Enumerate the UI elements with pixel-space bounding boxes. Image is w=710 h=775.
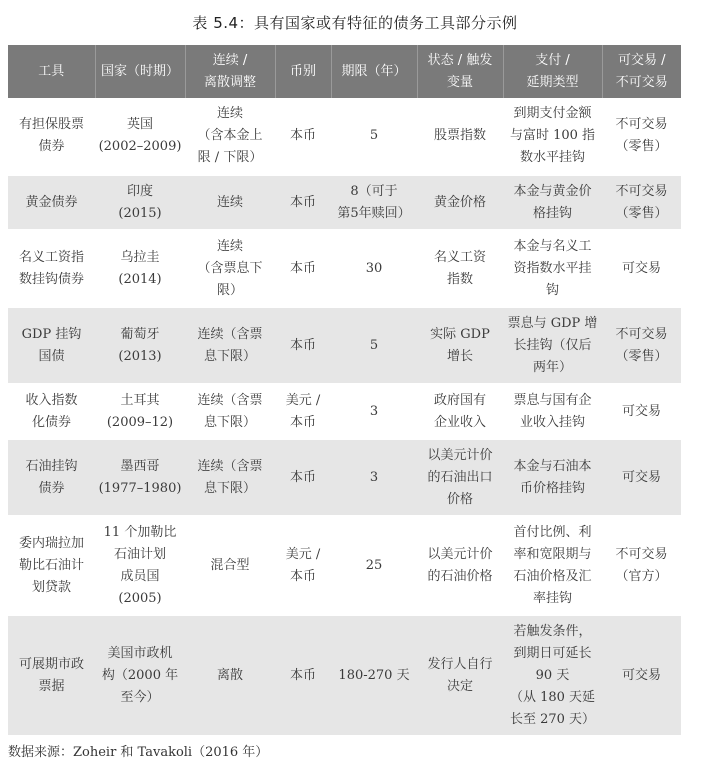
cell-currency: 本币 xyxy=(275,307,331,384)
cell-adjustment: 连续（含票 息下限） xyxy=(185,439,275,516)
header-country-period: 国家（时期） xyxy=(95,45,185,98)
cell-instrument: 石油挂钩 债券 xyxy=(8,439,95,516)
cell-instrument: 有担保股票 债券 xyxy=(8,98,95,175)
table-title: 表 5.4：具有国家或有特征的债务工具部分示例 xyxy=(192,14,518,32)
cell-currency: 本币 xyxy=(275,98,331,175)
cell-country-period: 印度 (2015) xyxy=(95,175,185,230)
cell-country-period: 墨西哥 (1977–1980) xyxy=(95,439,185,516)
header-adjustment: 连续 / 离散调整 xyxy=(185,45,275,98)
cell-trigger: 发行人自行 决定 xyxy=(417,615,503,736)
cell-currency: 美元 / 本币 xyxy=(275,384,331,439)
cell-adjustment: 连续 xyxy=(185,175,275,230)
cell-instrument: 黄金债券 xyxy=(8,175,95,230)
cell-trigger: 政府国有 企业收入 xyxy=(417,384,503,439)
cell-payment-type: 本金与黄金价 格挂钩 xyxy=(503,175,602,230)
cell-currency: 本币 xyxy=(275,439,331,516)
cell-adjustment: 连续（含票 息下限） xyxy=(185,384,275,439)
table-row xyxy=(8,439,681,516)
cell-payment-type: 到期支付金额 与富时 100 指 数水平挂钩 xyxy=(503,98,602,175)
cell-maturity: 5 xyxy=(331,307,417,384)
cell-tradability: 可交易 xyxy=(602,384,681,439)
cell-adjustment: 连续 （含本金上 限 / 下限） xyxy=(185,98,275,175)
header-trigger: 状态 / 触发 变量 xyxy=(417,45,503,98)
table-row xyxy=(8,230,681,307)
cell-currency: 美元 / 本币 xyxy=(275,516,331,615)
table-row xyxy=(8,615,681,736)
cell-country-period: 葡萄牙 (2013) xyxy=(95,307,185,384)
cell-payment-type: 若触发条件， 到期日可延长 90 天 （从 180 天延 长至 270 天） xyxy=(503,615,602,736)
cell-payment-type: 首付比例、利 率和宽限期与 石油价格及汇 率挂钩 xyxy=(503,516,602,615)
cell-instrument: GDP 挂钩 国债 xyxy=(8,307,95,384)
source-note: 数据来源：Zoheir 和 Tavakoli（2016 年） xyxy=(8,745,269,760)
cell-currency: 本币 xyxy=(275,230,331,307)
cell-maturity: 25 xyxy=(331,516,417,615)
cell-maturity: 3 xyxy=(331,384,417,439)
cell-tradability: 不可交易 （零售） xyxy=(602,175,681,230)
cell-trigger: 以美元计价 的石油价格 xyxy=(417,516,503,615)
cell-tradability: 不可交易 （官方） xyxy=(602,516,681,615)
cell-instrument: 收入指数 化债券 xyxy=(8,384,95,439)
table-body xyxy=(8,98,681,736)
cell-tradability: 可交易 xyxy=(602,439,681,516)
cell-maturity: 8（可于 第5年赎回） xyxy=(331,175,417,230)
header-tradability: 可交易 / 不可交易 xyxy=(602,45,681,98)
header-payment-type: 支付 / 延期类型 xyxy=(503,45,602,98)
table-row xyxy=(8,307,681,384)
cell-tradability: 可交易 xyxy=(602,615,681,736)
cell-country-period: 土耳其 (2009–12) xyxy=(95,384,185,439)
cell-country-period: 11 个加勒比 石油计划 成员国 (2005) xyxy=(95,516,185,615)
table-row xyxy=(8,175,681,230)
table-row xyxy=(8,516,681,615)
cell-instrument: 委内瑞拉加 勒比石油计 划贷款 xyxy=(8,516,95,615)
cell-payment-type: 本金与石油本 币价格挂钩 xyxy=(503,439,602,516)
cell-currency: 本币 xyxy=(275,615,331,736)
cell-maturity: 5 xyxy=(331,98,417,175)
cell-payment-type: 本金与名义工 资指数水平挂 钩 xyxy=(503,230,602,307)
cell-trigger: 黄金价格 xyxy=(417,175,503,230)
header-currency: 币别 xyxy=(275,45,331,98)
cell-maturity: 30 xyxy=(331,230,417,307)
table-header-row xyxy=(8,45,681,98)
debt-instruments-table xyxy=(8,45,681,737)
cell-trigger: 以美元计价 的石油出口 价格 xyxy=(417,439,503,516)
cell-adjustment: 混合型 xyxy=(185,516,275,615)
cell-maturity: 3 xyxy=(331,439,417,516)
cell-trigger: 实际 GDP 增长 xyxy=(417,307,503,384)
cell-adjustment: 连续（含票 息下限） xyxy=(185,307,275,384)
cell-tradability: 可交易 xyxy=(602,230,681,307)
cell-maturity: 180-270 天 xyxy=(331,615,417,736)
table-row xyxy=(8,98,681,175)
header-maturity: 期限（年） xyxy=(331,45,417,98)
cell-country-period: 乌拉圭 (2014) xyxy=(95,230,185,307)
cell-instrument: 名义工资指 数挂钩债券 xyxy=(8,230,95,307)
cell-country-period: 英国 (2002–2009) xyxy=(95,98,185,175)
cell-tradability: 不可交易 （零售） xyxy=(602,307,681,384)
table-row xyxy=(8,384,681,439)
cell-trigger: 名义工资 指数 xyxy=(417,230,503,307)
cell-currency: 本币 xyxy=(275,175,331,230)
cell-tradability: 不可交易 （零售） xyxy=(602,98,681,175)
cell-payment-type: 票息与 GDP 增 长挂钩（仅后 两年） xyxy=(503,307,602,384)
cell-payment-type: 票息与国有企 业收入挂钩 xyxy=(503,384,602,439)
cell-trigger: 股票指数 xyxy=(417,98,503,175)
header-instrument: 工具 xyxy=(8,45,95,98)
cell-country-period: 美国市政机 构（2000 年 至今） xyxy=(95,615,185,736)
cell-adjustment: 连续 （含票息下 限） xyxy=(185,230,275,307)
cell-adjustment: 离散 xyxy=(185,615,275,736)
cell-instrument: 可展期市政 票据 xyxy=(8,615,95,736)
